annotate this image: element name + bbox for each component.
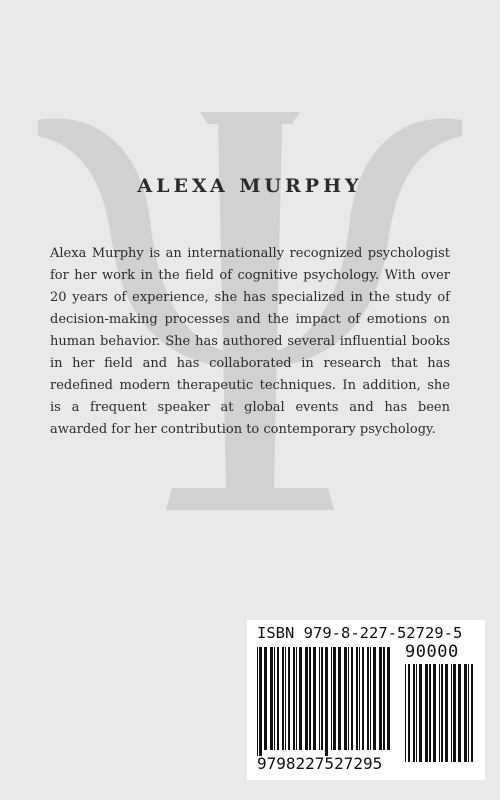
barcode-bar: [348, 647, 349, 750]
barcode-bar: [299, 647, 302, 750]
barcode-bar: [387, 647, 390, 750]
barcode-bar: [451, 664, 452, 762]
isbn-number: ISBN 979-8-227-52729-5: [257, 624, 463, 642]
barcode-digits: 9798227527295: [257, 754, 383, 773]
barcode-bar: [464, 664, 467, 762]
barcode-bar: [351, 647, 353, 750]
barcode-bar: [296, 647, 297, 750]
barcode-bar: [425, 664, 428, 762]
barcode-bar: [288, 647, 290, 750]
barcode-bar: [468, 664, 469, 762]
barcode-bar: [373, 647, 376, 750]
barcode-bar: [344, 647, 347, 750]
barcode-bar: [333, 647, 336, 750]
barcode-bar: [416, 664, 417, 762]
barcode-bar: [277, 647, 279, 750]
barcode-bar: [309, 647, 311, 750]
barcode-bar: [419, 664, 422, 762]
barcode-bar: [439, 664, 440, 762]
barcode-bar: [270, 647, 273, 750]
barcode-bar: [383, 647, 385, 750]
barcode-bar: [305, 647, 308, 750]
barcode-bar: [285, 647, 286, 750]
barcode-bar: [408, 664, 410, 762]
barcode-bar: [433, 664, 436, 762]
barcode-bar: [319, 647, 320, 750]
barcode-bar: [413, 664, 415, 762]
barcode-bar: [445, 664, 448, 762]
author-bio: Alexa Murphy is an internationally recognized psychologist for her work in the field of cognitive psychology. With over 20 years of experience, she has specialized in the study of decision-making processes and the impact of emotions on human behavior. She has authored several influential books in her field and has collaborated in research that has redefined modern therapeutic techniques. In addition, she is a frequent speaker at global events and has been awarded for her contribution to contemporary psychology.: [50, 246, 450, 437]
barcode-bar: [359, 647, 360, 750]
barcode-bar: [331, 647, 332, 750]
barcode-bar: [370, 647, 371, 750]
barcode-bar: [429, 664, 431, 762]
barcode-bar: [379, 647, 382, 750]
barcode-bar: [259, 647, 262, 756]
barcode-bar: [313, 647, 316, 750]
barcode-bar: [458, 664, 461, 762]
barcode-bar: [338, 647, 341, 750]
barcode-bar: [264, 647, 267, 750]
barcode-bar: [274, 647, 275, 750]
barcode-bar: [356, 647, 358, 750]
barcode-bar: [282, 647, 284, 750]
barcode-bar: [257, 647, 258, 756]
barcode-bar: [441, 664, 443, 762]
barcode-bar: [471, 664, 473, 762]
barcode-bar: [405, 664, 406, 762]
barcode-label: [247, 620, 485, 780]
barcode-bar: [367, 647, 369, 750]
barcode-bar: [321, 647, 323, 750]
barcode-bar: [293, 647, 295, 750]
author-name: ALEXA MURPHY: [137, 175, 363, 197]
barcode-bar: [362, 647, 364, 750]
barcode-bar: [325, 647, 328, 756]
barcode-bar: [453, 664, 456, 762]
price-code: 90000: [405, 642, 459, 662]
